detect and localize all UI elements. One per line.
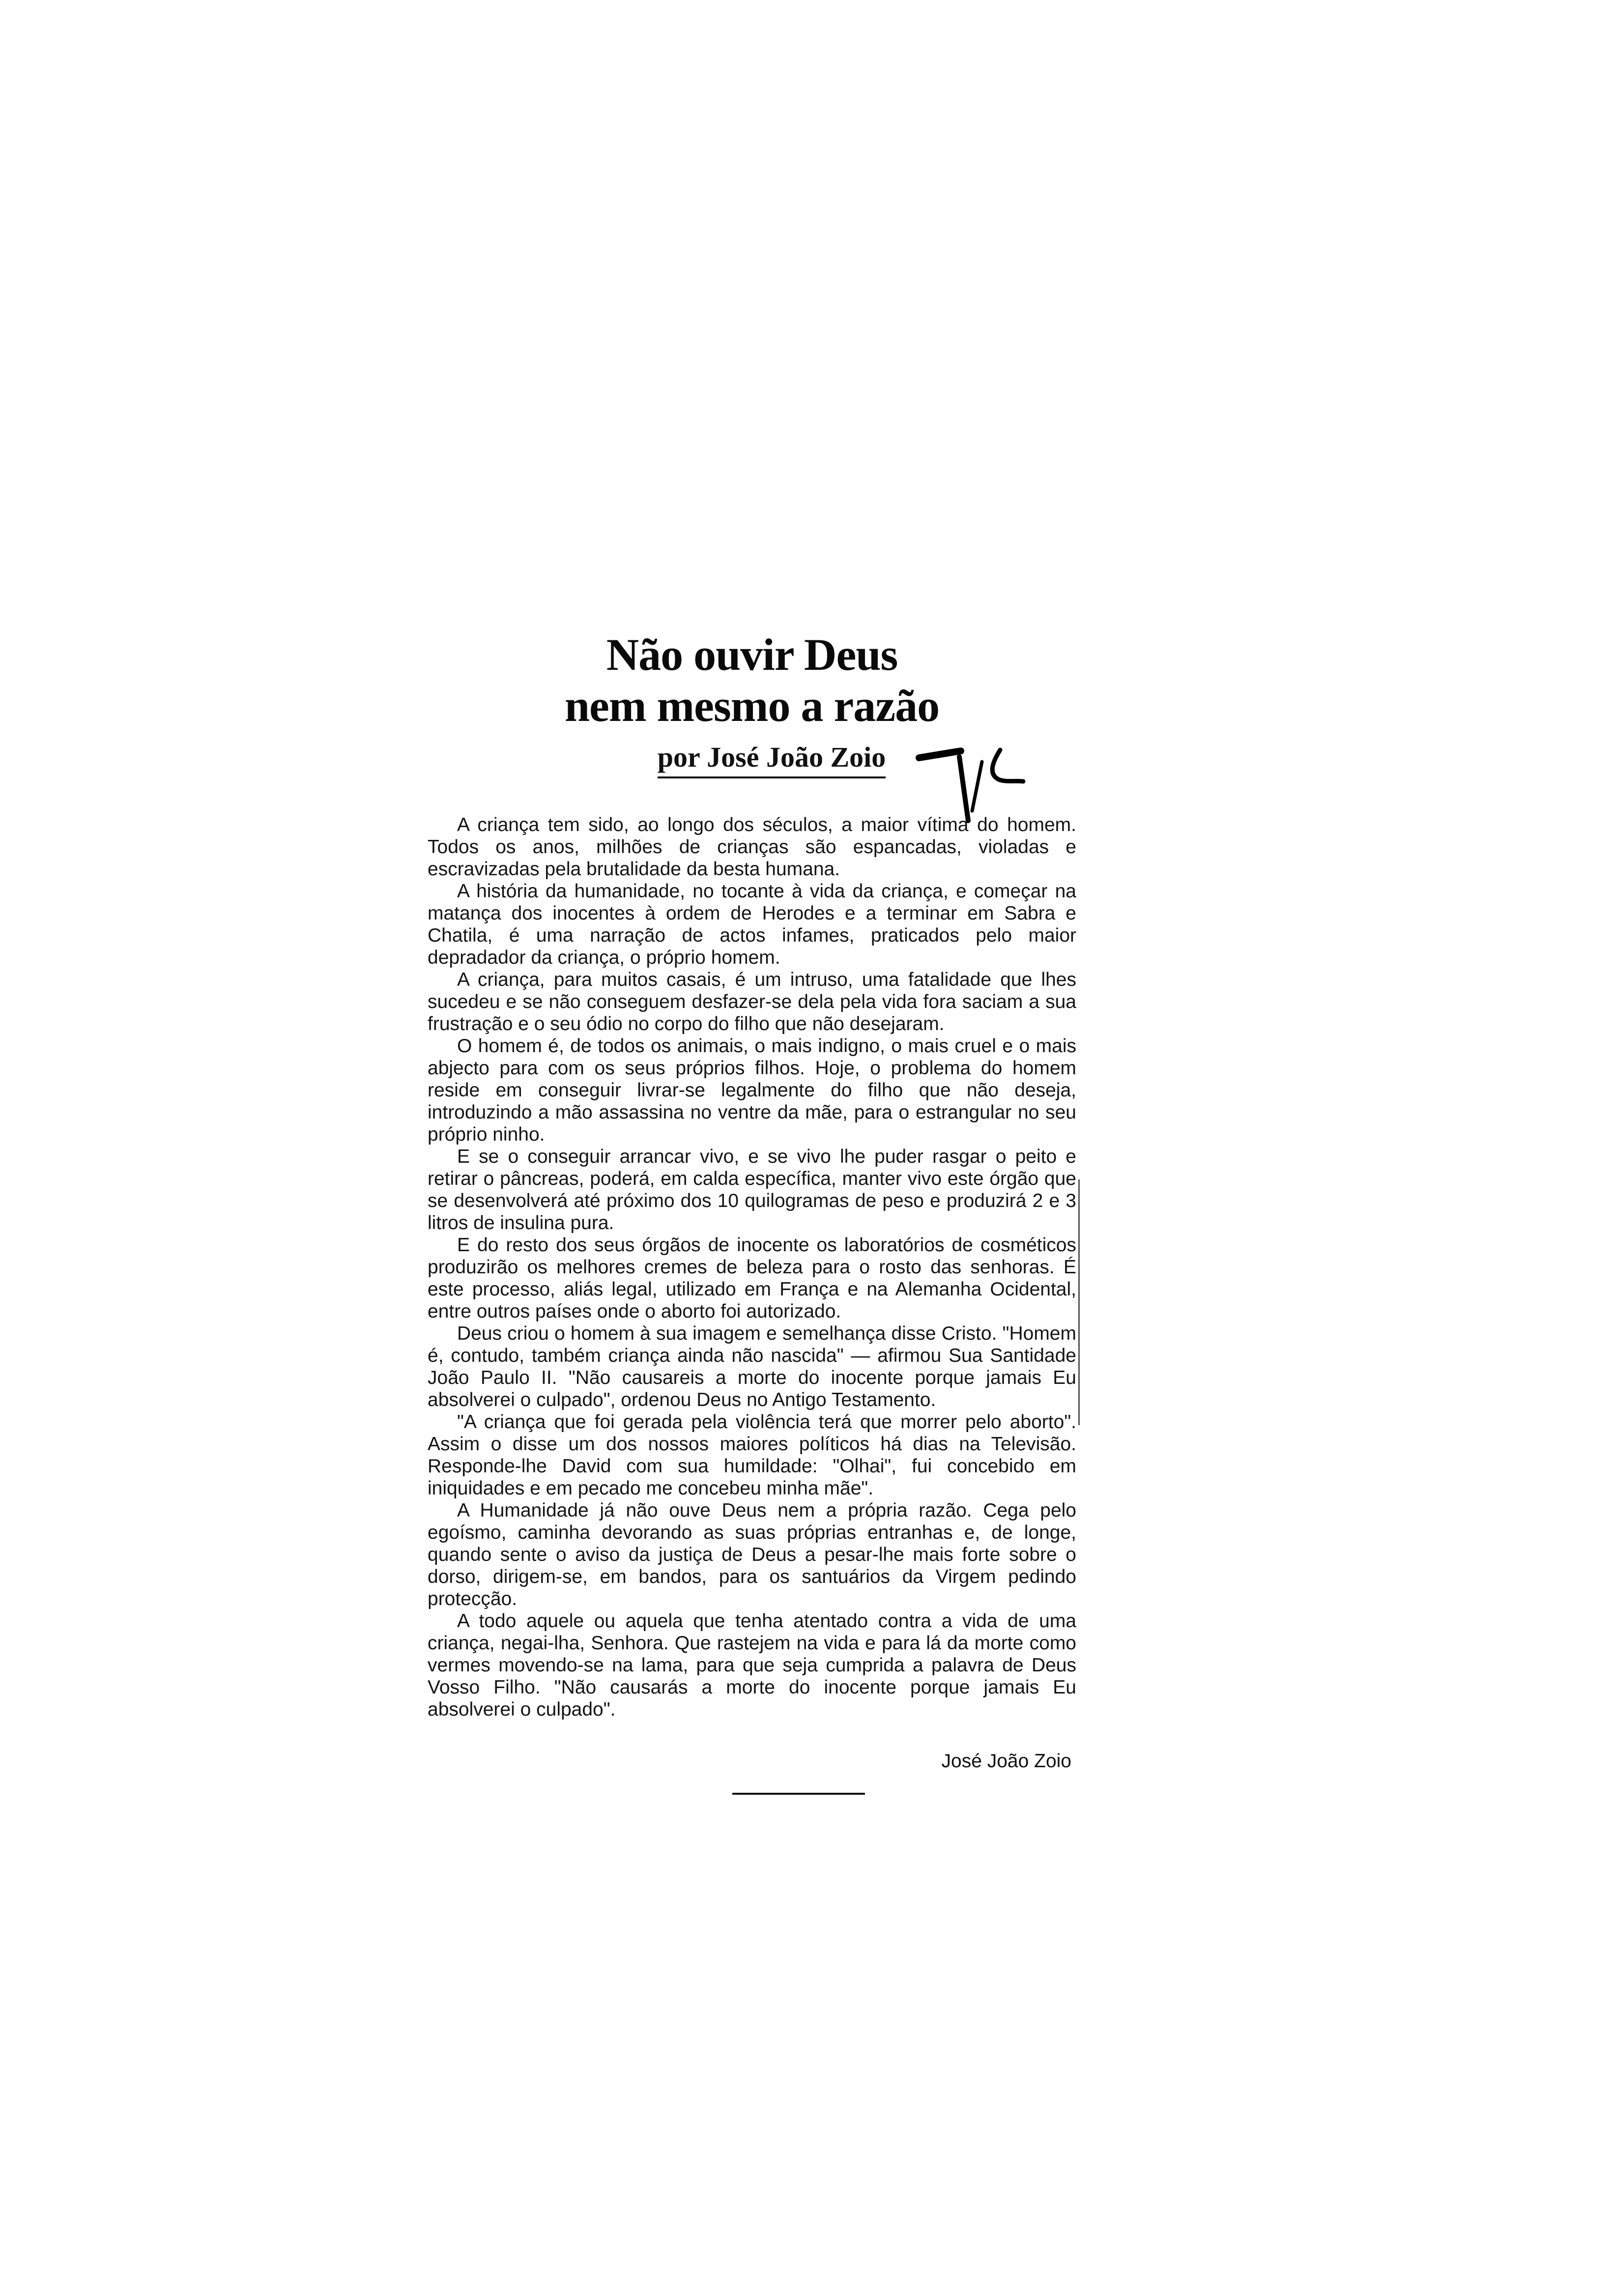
paragraph-1: A criança tem sido, ao longo dos séculos, a maior vítima do homem. Todos os anos, milhões de crianças são espancadas, violadas e escravizadas pela brutalidade da besta humana. [428,814,1076,880]
headline-line-1: Não ouvir Deus [606,630,898,680]
paragraph-7: Deus criou o homem à sua imagem e semelhança disse Cristo. "Homem é, contudo, também criança ainda não nascida" — afirmou Sua Santidade João Paulo II. "Não causareis a morte do inocente porque jamais Eu absolverei o culpado", ordenou Deus no Antigo Testamento. [428,1323,1076,1410]
paragraph-4: O homem é, de todos os animais, o mais indigno, o mais cruel e o mais abjecto para com os seus próprios filhos. Hoje, o problema do homem reside em conseguir livrar-se legalmente do filho que não deseja, introduzindo a mão assassina no ventre da mãe, para o estrangular no seu próprio ninho. [428,1035,1076,1145]
margin-line-divider [1078,1179,1080,1425]
article-body [428,814,1076,1721]
signature: José João Zoio [941,1751,1071,1772]
headline [428,629,1076,731]
paragraph-6: E do resto dos seus órgãos de inocente os laboratórios de cosméticos produzirão os melhores cremes de beleza para o rosto das senhoras. É este processo, aliás legal, utilizado em França e na Alemanha Ocidental, entre outros países onde o aborto foi autorizado. [428,1234,1076,1322]
byline: por José João Zoio [658,740,886,778]
handwritten-mark-icon [914,747,1027,826]
newspaper-clipping [428,629,1076,2054]
paragraph-2: A história da humanidade, no tocante à vida da criança, e começar na matança dos inocentes à ordem de Herodes e a terminar em Sabra e Chatila, é uma narração de actos infames, praticados pelo maior depradador da criança, o próprio homem. [428,881,1076,968]
end-rule-divider [732,1793,865,1795]
paragraph-10: A todo aquele ou aquela que tenha atentado contra a vida de uma criança, negai-lha, Senhora. Que rastejem na vida e para lá da morte como vermes movendo-se na lama, para que seja cumprida a palavra de Deus Vosso Filho. "Não causarás a morte do inocente porque jamais Eu absolverei o culpado". [428,1610,1076,1720]
headline-line-2: nem mesmo a razão [564,681,940,731]
paragraph-5: E se o conseguir arrancar vivo, e se vivo lhe puder rasgar o peito e retirar o pâncreas, poderá, em calda específica, manter vivo este órgão que se desenvolverá até próximo dos 10 quilogramas de peso e produzirá 2 e 3 litros de insulina pura. [428,1146,1076,1234]
paragraph-3: A criança, para muitos casais, é um intruso, uma fatalidade que lhes sucedeu e se não conseguem desfazer-se dela pela vida fora saciam a sua frustração e o seu ódio no corpo do filho que não desejaram. [428,969,1076,1034]
paragraph-9: A Humanidade já não ouve Deus nem a própria razão. Cega pelo egoísmo, caminha devorando as suas próprias entranhas e, de longe, quando sente o aviso da justiça de Deus a pesar-lhe mais forte sobre o dorso, dirigem-se, em bandos, para os santuários da Virgem pedindo protecção. [428,1500,1076,1609]
paragraph-8: "A criança que foi gerada pela violência terá que morrer pelo aborto". Assim o disse um dos nossos maiores políticos há dias na Televisão. Responde-lhe David com sua humildade: "Olhai", fui concebido em iniquidades e em pecado me concebeu minha mãe". [428,1411,1076,1499]
